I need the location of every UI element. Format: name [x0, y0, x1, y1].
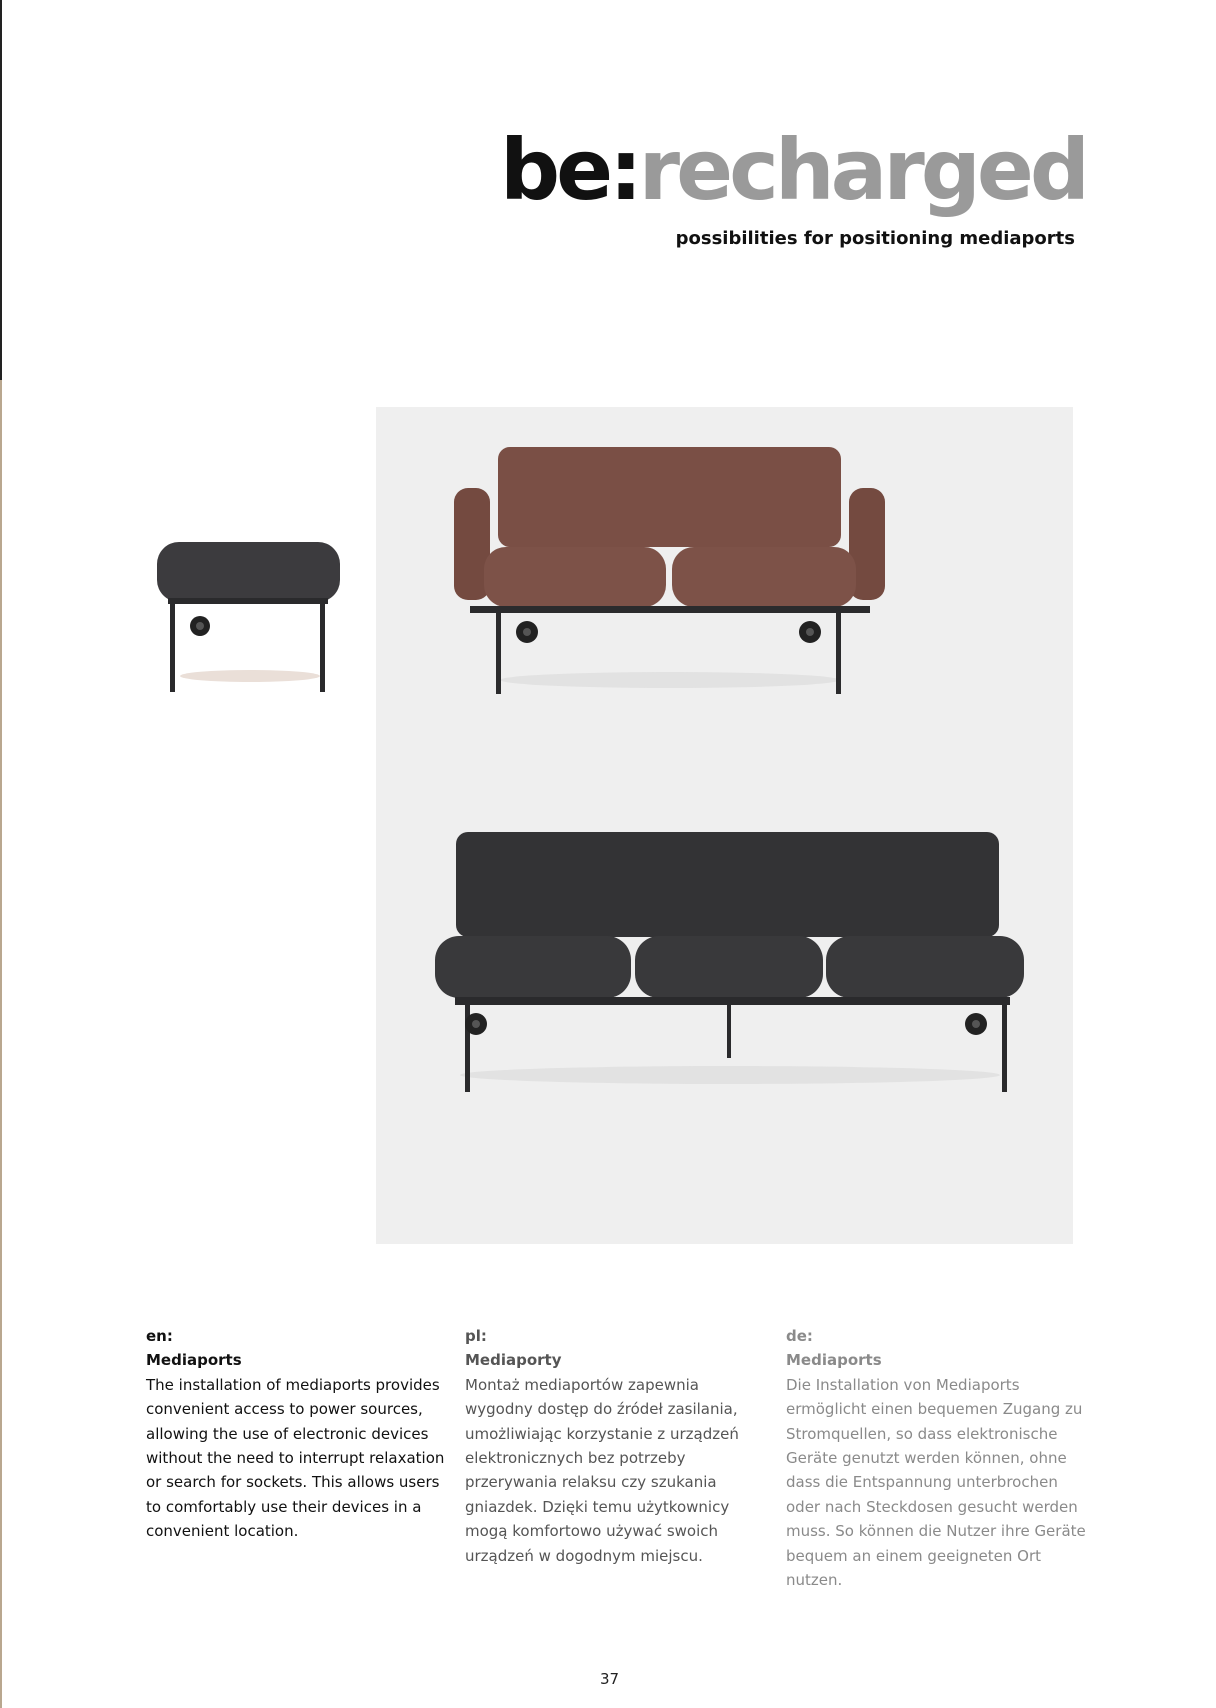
page-subtitle: possibilities for positioning mediaports [675, 228, 1075, 249]
column-heading: Mediaports [146, 1351, 242, 1370]
column-heading: Mediaports [786, 1351, 882, 1370]
column-body: Montaż mediaportów zapewnia wygodny dostęp do źródeł zasilania, umożliwiając korzystanie z urządzeń elektronicznych bez potrzeby przerywania relaksu czy szukania gniazdek. Dzięki temu użytkownicy mogą komfortowo używać swoich urządzeń w dogodnym miejscu. [465, 1375, 739, 1565]
language-label: de: [786, 1327, 813, 1345]
text-column-en [146, 1324, 446, 1544]
text-column-de [786, 1324, 1086, 1592]
column-body: Die Installation von Mediaports ermöglicht einen bequemen Zugang zu Stromquellen, so dass elektronische Geräte genutzt werden können, ohne dass die Entspannung unterbrochen oder nach Steckdosen gesucht werden muss. So können die Nutzer ihre Geräte bequem an einem geeigneten Ort nutzen. [786, 1375, 1086, 1590]
text-column-pl [465, 1324, 765, 1568]
title-suffix: recharged [638, 121, 1086, 219]
language-label: pl: [465, 1327, 487, 1345]
page-number: 37 [600, 1670, 620, 1688]
three-seat-sofa-image [435, 832, 1024, 1092]
language-label: en: [146, 1327, 173, 1345]
two-seat-sofa-image [454, 447, 885, 694]
ottoman-image [157, 542, 340, 692]
column-heading: Mediaporty [465, 1351, 562, 1370]
column-body: The installation of mediaports provides convenient access to power sources, allowing the use of electronic devices without the need to interrupt relaxation or search for sockets. This allows users to comfortably use their devices in a convenient location. [146, 1375, 445, 1541]
title-prefix: be: [499, 121, 639, 219]
